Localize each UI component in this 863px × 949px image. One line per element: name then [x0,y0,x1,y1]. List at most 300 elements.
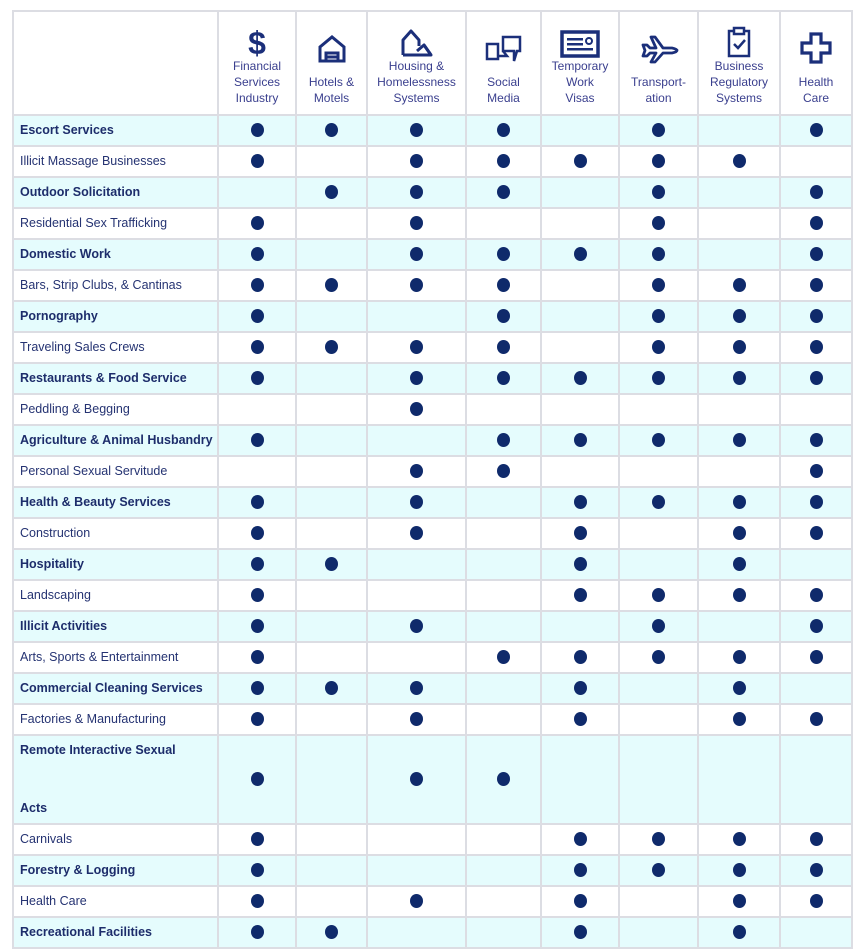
dot-marker [251,433,264,447]
matrix-cell [780,208,852,239]
matrix-cell [780,855,852,886]
matrix-cell [780,518,852,549]
matrix-cell [619,917,698,948]
row-label: Domestic Work [13,239,218,270]
dot-marker [497,185,510,199]
matrix-cell [619,146,698,177]
matrix-cell [296,363,367,394]
matrix-cell [619,456,698,487]
matrix-cell [466,917,541,948]
row-label: Agriculture & Animal Husbandry [13,425,218,456]
matrix-cell [619,270,698,301]
dot-marker [410,681,423,695]
matrix-cell [466,208,541,239]
row-label: Construction [13,518,218,549]
matrix-cell [619,332,698,363]
dot-marker [810,464,823,478]
matrix-cell [466,146,541,177]
matrix-cell [619,611,698,642]
column-label: Business Regulatory Systems [709,59,769,105]
dot-marker [733,863,746,877]
dot-marker [251,123,264,137]
matrix-cell [218,239,296,270]
matrix-cell [296,270,367,301]
dot-marker [251,371,264,385]
column-label: Social Media [487,75,520,105]
dot-marker [251,216,264,230]
matrix-cell [296,518,367,549]
dot-marker [733,894,746,908]
dot-marker [733,278,746,292]
dot-marker [810,185,823,199]
dot-marker [497,123,510,137]
dot-marker [810,832,823,846]
matrix-cell [780,115,852,146]
dot-marker [574,526,587,540]
matrix-cell [780,549,852,580]
column-label: Health Care [798,75,834,105]
matrix-cell [296,735,367,824]
matrix-cell [218,673,296,704]
matrix-cell [466,456,541,487]
matrix-cell [619,704,698,735]
matrix-cell [367,673,466,704]
matrix-cell [367,146,466,177]
matrix-cell [367,855,466,886]
table-row [13,917,852,948]
dot-marker [733,588,746,602]
dot-marker [325,557,338,571]
matrix-cell [698,580,780,611]
table-row [13,886,852,917]
matrix-cell [698,487,780,518]
dot-marker [251,712,264,726]
matrix-cell [218,611,296,642]
matrix-cell [541,855,619,886]
column-label: Transport- ation [631,75,686,105]
matrix-cell [698,270,780,301]
dot-marker [251,772,264,786]
dot-marker [574,154,587,168]
matrix-cell [466,611,541,642]
column-label: Financial Services Industry [232,59,282,105]
matrix-cell [698,704,780,735]
matrix-cell [541,549,619,580]
dot-marker [810,278,823,292]
matrix-cell [367,611,466,642]
matrix-cell [541,824,619,855]
matrix-cell [541,518,619,549]
matrix-cell [466,673,541,704]
matrix-cell [218,301,296,332]
matrix-cell [218,735,296,824]
column-label: Hotels & Motels [308,75,355,105]
dot-marker [410,123,423,137]
matrix-cell [619,487,698,518]
matrix-cell [218,115,296,146]
dot-marker [251,309,264,323]
cross-icon [800,20,832,64]
matrix-cell [541,332,619,363]
matrix-cell [466,642,541,673]
matrix-cell [367,704,466,735]
dot-marker [251,526,264,540]
dot-marker [251,278,264,292]
matrix-cell [218,270,296,301]
table-row [13,642,852,673]
dot-marker [251,557,264,571]
hotel-icon [317,20,347,64]
row-label: Forestry & Logging [13,855,218,886]
dot-marker [251,619,264,633]
matrix-cell [780,177,852,208]
matrix-cell [367,886,466,917]
clipboard-check-icon [726,20,752,58]
matrix-cell [541,146,619,177]
matrix-cell [218,146,296,177]
dot-marker [574,588,587,602]
matrix-cell [780,735,852,824]
matrix-cell [367,824,466,855]
corner-cell [13,11,218,115]
matrix-cell [296,487,367,518]
matrix-cell [367,332,466,363]
matrix-cell [367,301,466,332]
matrix-cell [619,394,698,425]
dot-marker [574,650,587,664]
dot-marker [574,832,587,846]
matrix-cell [698,886,780,917]
column-header-housing [367,11,466,115]
matrix-cell [218,456,296,487]
matrix-cell [296,456,367,487]
dot-marker [497,433,510,447]
dot-marker [733,433,746,447]
dot-marker [497,154,510,168]
matrix-cell [780,146,852,177]
matrix-cell [466,425,541,456]
dot-marker [810,371,823,385]
dot-marker [733,495,746,509]
matrix-cell [296,580,367,611]
matrix-cell [296,332,367,363]
table-row [13,363,852,394]
dot-marker [325,278,338,292]
row-label: Outdoor Solicitation [13,177,218,208]
matrix-cell [296,549,367,580]
matrix-cell [296,208,367,239]
matrix-cell [296,611,367,642]
matrix-cell [619,855,698,886]
matrix-cell [541,456,619,487]
matrix-cell [541,394,619,425]
row-label: Illicit Massage Businesses [13,146,218,177]
matrix-cell [541,177,619,208]
table-row [13,115,852,146]
visa-card-icon [560,20,600,58]
row-label: Escort Services [13,115,218,146]
matrix-cell [466,115,541,146]
matrix-cell [698,917,780,948]
dot-marker [497,247,510,261]
matrix-cell [218,363,296,394]
matrix-cell [698,855,780,886]
dot-marker [574,925,587,939]
matrix-cell [619,549,698,580]
matrix-cell [541,642,619,673]
table-row [13,332,852,363]
column-header-transportation [619,11,698,115]
matrix-cell [466,824,541,855]
row-label: Peddling & Begging [13,394,218,425]
matrix-cell [367,270,466,301]
matrix-cell [218,886,296,917]
matrix-cell [296,115,367,146]
matrix-cell [541,363,619,394]
industry-systems-matrix [12,10,853,949]
row-label: Remote Interactive Sexual Acts [13,735,218,824]
dot-marker [652,340,665,354]
dot-marker [810,123,823,137]
matrix-cell [541,115,619,146]
dot-marker [652,619,665,633]
dot-marker [497,309,510,323]
matrix-cell [367,487,466,518]
matrix-cell [218,855,296,886]
matrix-cell [780,642,852,673]
matrix-cell [466,580,541,611]
dot-marker [410,495,423,509]
dot-marker [810,526,823,540]
row-label: Residential Sex Trafficking [13,208,218,239]
table-row [13,855,852,886]
matrix-cell [698,115,780,146]
dot-marker [251,495,264,509]
matrix-cell [296,886,367,917]
column-header-business-regulatory [698,11,780,115]
matrix-cell [619,301,698,332]
matrix-cell [541,425,619,456]
matrix-cell [780,886,852,917]
dot-marker [497,278,510,292]
table-row [13,425,852,456]
matrix-cell [218,917,296,948]
matrix-cell [466,487,541,518]
matrix-cell [541,917,619,948]
matrix-cell [780,394,852,425]
matrix-cell [541,270,619,301]
dot-marker [251,247,264,261]
matrix-cell [466,363,541,394]
row-label: Personal Sexual Servitude [13,456,218,487]
dot-marker [574,247,587,261]
dot-marker [410,340,423,354]
matrix-cell [466,301,541,332]
table-row [13,301,852,332]
dot-marker [652,278,665,292]
matrix-cell [698,735,780,824]
table-row [13,611,852,642]
matrix-cell [367,456,466,487]
dot-marker [652,123,665,137]
matrix-cell [466,394,541,425]
dot-marker [810,433,823,447]
matrix-cell [780,425,852,456]
dot-marker [652,247,665,261]
housing-icon [400,20,434,58]
matrix-cell [296,824,367,855]
matrix-cell [541,208,619,239]
dot-marker [497,772,510,786]
matrix-cell [780,487,852,518]
matrix-cell [780,673,852,704]
matrix-cell [367,425,466,456]
matrix-cell [367,917,466,948]
matrix-cell [698,239,780,270]
matrix-cell [218,394,296,425]
matrix-cell [367,549,466,580]
matrix-cell [296,855,367,886]
row-label: Traveling Sales Crews [13,332,218,363]
dot-marker [652,650,665,664]
matrix-cell [218,642,296,673]
matrix-cell [466,518,541,549]
matrix-cell [367,239,466,270]
dot-marker [652,863,665,877]
dot-marker [810,619,823,633]
table-row [13,824,852,855]
dot-marker [810,588,823,602]
matrix-cell [619,518,698,549]
matrix-cell [541,239,619,270]
matrix-cell [466,239,541,270]
matrix-cell [218,425,296,456]
dot-marker [733,925,746,939]
matrix-cell [218,824,296,855]
dot-marker [497,340,510,354]
dot-marker [410,247,423,261]
matrix-cell [698,301,780,332]
matrix-cell [780,239,852,270]
dot-marker [497,371,510,385]
table-row [13,487,852,518]
dot-marker [410,216,423,230]
row-label: Health & Beauty Services [13,487,218,518]
matrix-cell [780,580,852,611]
matrix-cell [541,735,619,824]
matrix-cell [541,673,619,704]
dot-marker [733,526,746,540]
matrix-cell [296,239,367,270]
row-label: Bars, Strip Clubs, & Cantinas [13,270,218,301]
matrix-cell [218,518,296,549]
dot-marker [410,278,423,292]
dot-marker [733,371,746,385]
matrix-cell [780,704,852,735]
matrix-cell [466,549,541,580]
social-media-icon [485,20,523,64]
matrix-cell [698,208,780,239]
dot-marker [652,588,665,602]
matrix-cell [218,208,296,239]
matrix-cell [466,735,541,824]
svg-text:$: $ [248,25,266,58]
dot-marker [497,650,510,664]
matrix-cell [466,704,541,735]
dot-marker [251,863,264,877]
matrix-cell [619,425,698,456]
dot-marker [497,464,510,478]
dot-marker [733,712,746,726]
dot-marker [652,371,665,385]
dot-marker [410,154,423,168]
dot-marker [251,681,264,695]
row-label: Arts, Sports & Entertainment [13,642,218,673]
dot-marker [410,526,423,540]
matrix-cell [619,177,698,208]
row-label: Restaurants & Food Service [13,363,218,394]
matrix-cell [541,886,619,917]
table-row [13,239,852,270]
matrix-body [13,115,852,948]
matrix-cell [619,735,698,824]
dot-marker [251,925,264,939]
dot-marker [251,154,264,168]
table-row [13,146,852,177]
row-label: Recreational Facilities [13,917,218,948]
dot-marker [810,216,823,230]
matrix-cell [367,208,466,239]
dot-marker [810,712,823,726]
row-label: Hospitality [13,549,218,580]
dot-marker [733,309,746,323]
row-label: Landscaping [13,580,218,611]
matrix-cell [466,855,541,886]
dot-marker [733,154,746,168]
matrix-cell [619,208,698,239]
dot-marker [810,495,823,509]
dot-marker [325,681,338,695]
matrix-cell [367,518,466,549]
matrix-cell [466,270,541,301]
matrix-cell [698,518,780,549]
dot-marker [574,557,587,571]
matrix-cell [780,456,852,487]
dot-marker [733,650,746,664]
dot-marker [574,371,587,385]
matrix-cell [698,611,780,642]
matrix-cell [296,917,367,948]
dot-marker [410,894,423,908]
dot-marker [652,216,665,230]
row-label: Carnivals [13,824,218,855]
matrix-cell [296,301,367,332]
dot-marker [810,309,823,323]
matrix-cell [367,735,466,824]
table-row [13,208,852,239]
matrix-cell [367,642,466,673]
dot-marker [733,832,746,846]
dot-marker [325,123,338,137]
matrix-cell [619,824,698,855]
table-row [13,518,852,549]
matrix-cell [698,363,780,394]
dot-marker [325,340,338,354]
row-label: Illicit Activities [13,611,218,642]
matrix-cell [619,115,698,146]
matrix-cell [780,332,852,363]
matrix-cell [780,824,852,855]
